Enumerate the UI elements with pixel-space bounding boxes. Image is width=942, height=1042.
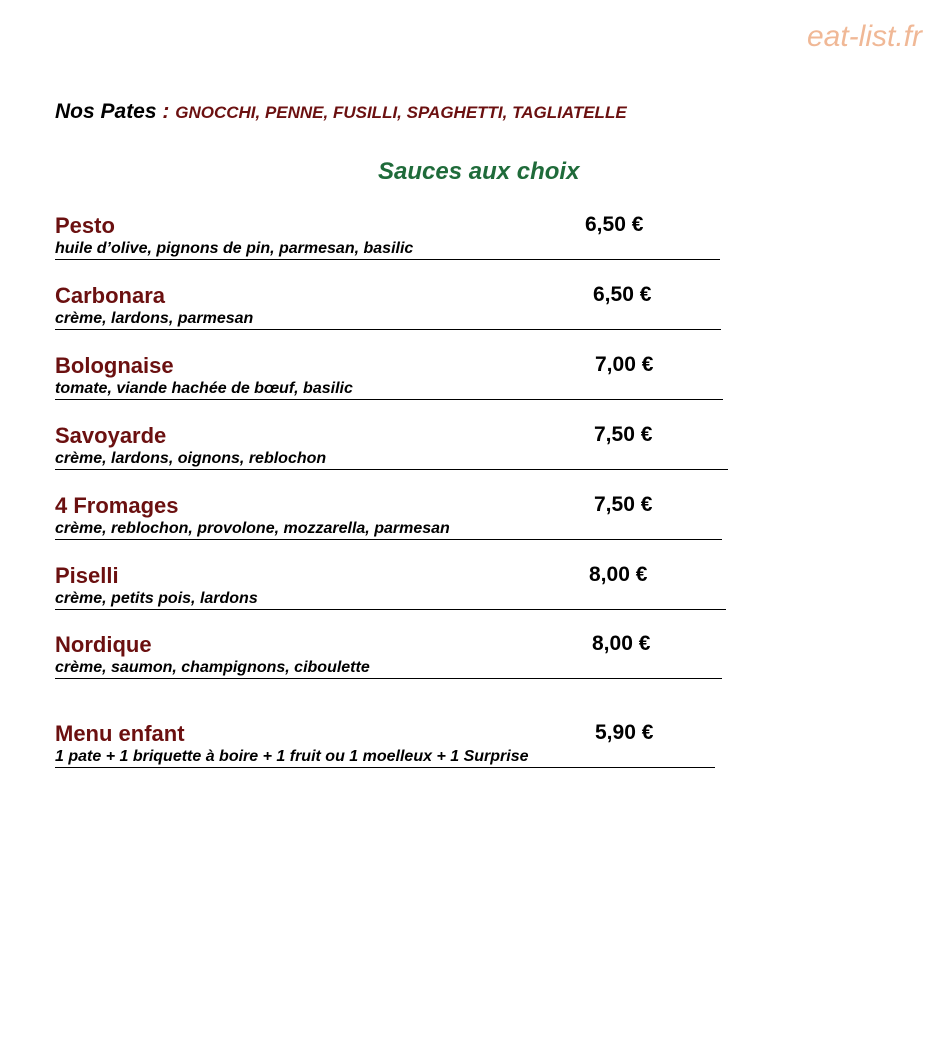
- item-underline: [55, 678, 722, 679]
- item-name: Menu enfant: [55, 721, 185, 746]
- item-description: crème, saumon, champignons, ciboulette: [55, 659, 370, 676]
- item-description: crème, reblochon, provolone, mozzarella, parmesan: [55, 520, 450, 537]
- item-price: 7,50 €: [594, 423, 653, 446]
- item-price: 6,50 €: [585, 213, 644, 236]
- item-price: 8,00 €: [592, 632, 651, 655]
- item-name: Savoyarde: [55, 423, 167, 448]
- item-name: Bolognaise: [55, 353, 174, 378]
- item-description: crème, lardons, parmesan: [55, 310, 254, 327]
- item-description: tomate, viande hachée de bœuf, basilic: [55, 380, 353, 397]
- pasta-line: [55, 100, 627, 124]
- item-name: Nordique: [55, 632, 152, 657]
- watermark: eat-list.fr: [806, 20, 922, 53]
- item-description: huile d’olive, pignons de pin, parmesan, basilic: [55, 240, 414, 257]
- item-name: 4 Fromages: [55, 493, 179, 518]
- pasta-list: GNOCCHI, PENNE, FUSILLI, SPAGHETTI, TAGLIATELLE: [175, 103, 627, 122]
- item-underline: [55, 259, 720, 260]
- item-description: 1 pate + 1 briquette à boire + 1 fruit ou 1 moelleux + 1 Surprise: [55, 748, 529, 765]
- item-underline: [55, 399, 723, 400]
- pasta-colon: :: [156, 100, 176, 123]
- item-underline: [55, 609, 726, 610]
- item-price: 5,90 €: [595, 721, 654, 744]
- item-price: 7,50 €: [594, 493, 653, 516]
- item-name: Carbonara: [55, 283, 166, 308]
- item-description: crème, lardons, oignons, reblochon: [55, 450, 327, 467]
- item-underline: [55, 767, 715, 768]
- item-underline: [55, 539, 722, 540]
- item-underline: [55, 329, 721, 330]
- pasta-label: Nos Pates: [55, 100, 157, 123]
- item-description: crème, petits pois, lardons: [55, 590, 258, 607]
- item-price: 6,50 €: [593, 283, 652, 306]
- item-price: 7,00 €: [595, 353, 654, 376]
- sauces-title: Sauces aux choix: [378, 158, 580, 185]
- item-name: Pesto: [55, 213, 115, 238]
- item-name: Piselli: [55, 563, 119, 588]
- item-price: 8,00 €: [589, 563, 648, 586]
- item-underline: [55, 469, 728, 470]
